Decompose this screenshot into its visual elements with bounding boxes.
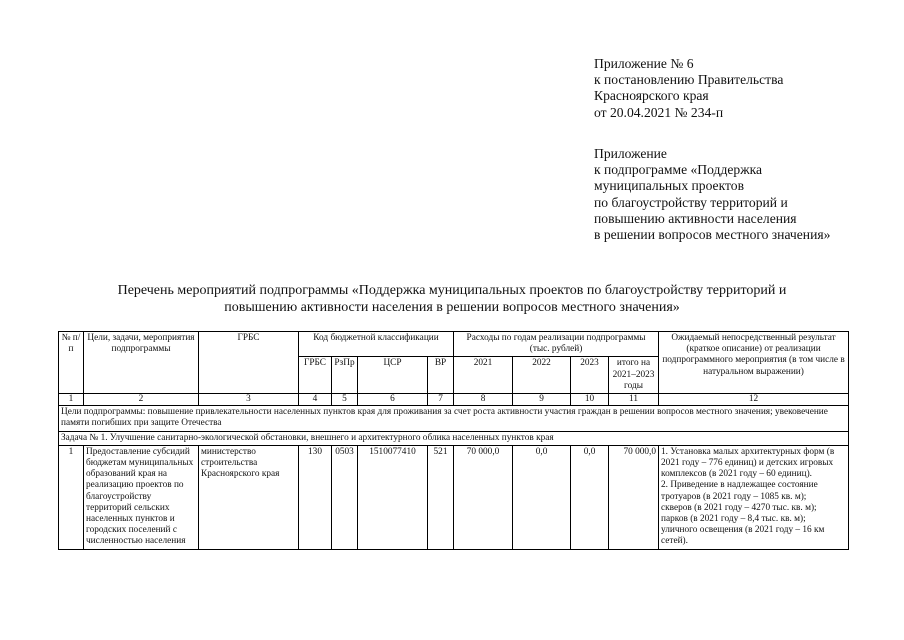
appendix-line: Приложение bbox=[594, 146, 667, 161]
row-grbs-code: 130 bbox=[299, 445, 332, 549]
header-total: итого на 2021–2023 годы bbox=[609, 357, 659, 394]
header-result: Ожидаемый непосредственный результат (краткое описание) от реализации подпрограммного мероприятия (в том числе в натуральном выражении) bbox=[659, 332, 849, 394]
appendix-line: муниципальных проектов bbox=[594, 178, 744, 194]
col-number: 7 bbox=[428, 394, 454, 406]
goal-row bbox=[59, 406, 849, 431]
activities-table bbox=[58, 331, 849, 550]
appendix-line: Красноярского края bbox=[594, 88, 709, 104]
row-rzpr: 0503 bbox=[332, 445, 358, 549]
column-number-row bbox=[59, 394, 849, 406]
header-grbs: ГРБС bbox=[199, 332, 299, 394]
appendix-line: к постановлению Правительства bbox=[594, 72, 784, 88]
row-event: Предоставление субсидий бюджетам муниципальных образований края на реализацию проектов по благоустройству территорий сельских населенных пунктов и городских поселений с численностью населения bbox=[84, 445, 199, 549]
appendix-line: от 20.04.2021 № 234-п bbox=[594, 104, 724, 120]
header-sub-csr: ЦСР bbox=[358, 357, 428, 394]
header-budget-code: Код бюджетной классификации bbox=[299, 332, 454, 357]
row-csr: 1510077410 bbox=[358, 445, 428, 549]
title-line-1: Перечень мероприятий подпрограммы «Поддержка муниципальных проектов по благоустройству территорий и bbox=[117, 283, 787, 298]
task-row bbox=[59, 431, 849, 445]
col-number: 6 bbox=[358, 394, 428, 406]
result-line: скверов (в 2021 году – 4270 тыс. кв. м); bbox=[661, 502, 817, 513]
header-sub-grbs: ГРБС bbox=[299, 357, 332, 394]
task-text: Задача № 1. Улучшение санитарно-экологической обстановки, внешнего и архитектурного облика населенных пунктов края bbox=[59, 431, 849, 445]
appendix-line: по благоустройству территорий и bbox=[594, 194, 788, 210]
row-grbs: министерство строительства Красноярского края bbox=[199, 445, 299, 549]
header-sub-rzpr: РзПр bbox=[332, 357, 358, 394]
col-number: 1 bbox=[59, 394, 84, 406]
result-line: парков (в 2021 году – 8,4 тыс. кв. м); bbox=[661, 514, 806, 525]
appendix-6-block bbox=[594, 56, 783, 121]
col-number: 11 bbox=[609, 394, 659, 406]
header-row-1 bbox=[59, 332, 849, 357]
header-num: № п/п bbox=[59, 332, 84, 394]
document-title bbox=[60, 282, 844, 316]
appendix-line: к подпрограмме «Поддержка bbox=[594, 162, 763, 178]
appendix-subprogram-block bbox=[594, 146, 830, 243]
col-number: 5 bbox=[332, 394, 358, 406]
header-goals: Цели, задачи, мероприятия подпрограммы bbox=[84, 332, 199, 394]
title-line-2: повышению активности населения в решении вопросов местного значения» bbox=[224, 300, 680, 315]
result-line: уличного освещения (в 2021 году – 16 км сетей). bbox=[661, 525, 825, 547]
appendix-line: Приложение № 6 bbox=[594, 56, 694, 71]
appendix-line: в решении вопросов местного значения» bbox=[594, 227, 831, 243]
row-2023: 0,0 bbox=[571, 445, 609, 549]
result-line: 2. Приведение в надлежащее состояние тротуаров (в 2021 году – 1085 кв. м); bbox=[661, 480, 818, 502]
col-number: 2 bbox=[84, 394, 199, 406]
row-2022: 0,0 bbox=[513, 445, 571, 549]
header-year-2022: 2022 bbox=[513, 357, 571, 394]
appendix-line: повышению активности населения bbox=[594, 210, 797, 226]
row-total: 70 000,0 bbox=[609, 445, 659, 549]
col-number: 9 bbox=[513, 394, 571, 406]
goal-text: Цели подпрограммы: повышение привлекательности населенных пунктов края для проживания за счет роста активности участия граждан в решении вопросов местного значения; увековечение памяти погибших при защите Отечества bbox=[59, 406, 849, 431]
header-expenses: Расходы по годам реализации подпрограммы (тыс. рублей) bbox=[454, 332, 659, 357]
row-num: 1 bbox=[59, 445, 84, 549]
col-number: 8 bbox=[454, 394, 513, 406]
header-year-2021: 2021 bbox=[454, 357, 513, 394]
row-2021: 70 000,0 bbox=[454, 445, 513, 549]
col-number: 3 bbox=[199, 394, 299, 406]
col-number: 10 bbox=[571, 394, 609, 406]
row-vr: 521 bbox=[428, 445, 454, 549]
header-year-2023: 2023 bbox=[571, 357, 609, 394]
table-row bbox=[59, 445, 849, 549]
col-number: 4 bbox=[299, 394, 332, 406]
result-line: 1. Установка малых архитектурных форм (в 2021 году – 776 единиц) и детских игровых комплексов (в 2021 году – 60 единиц). bbox=[661, 446, 835, 480]
header-sub-vr: ВР bbox=[428, 357, 454, 394]
row-result bbox=[659, 445, 849, 549]
col-number: 12 bbox=[659, 394, 849, 406]
